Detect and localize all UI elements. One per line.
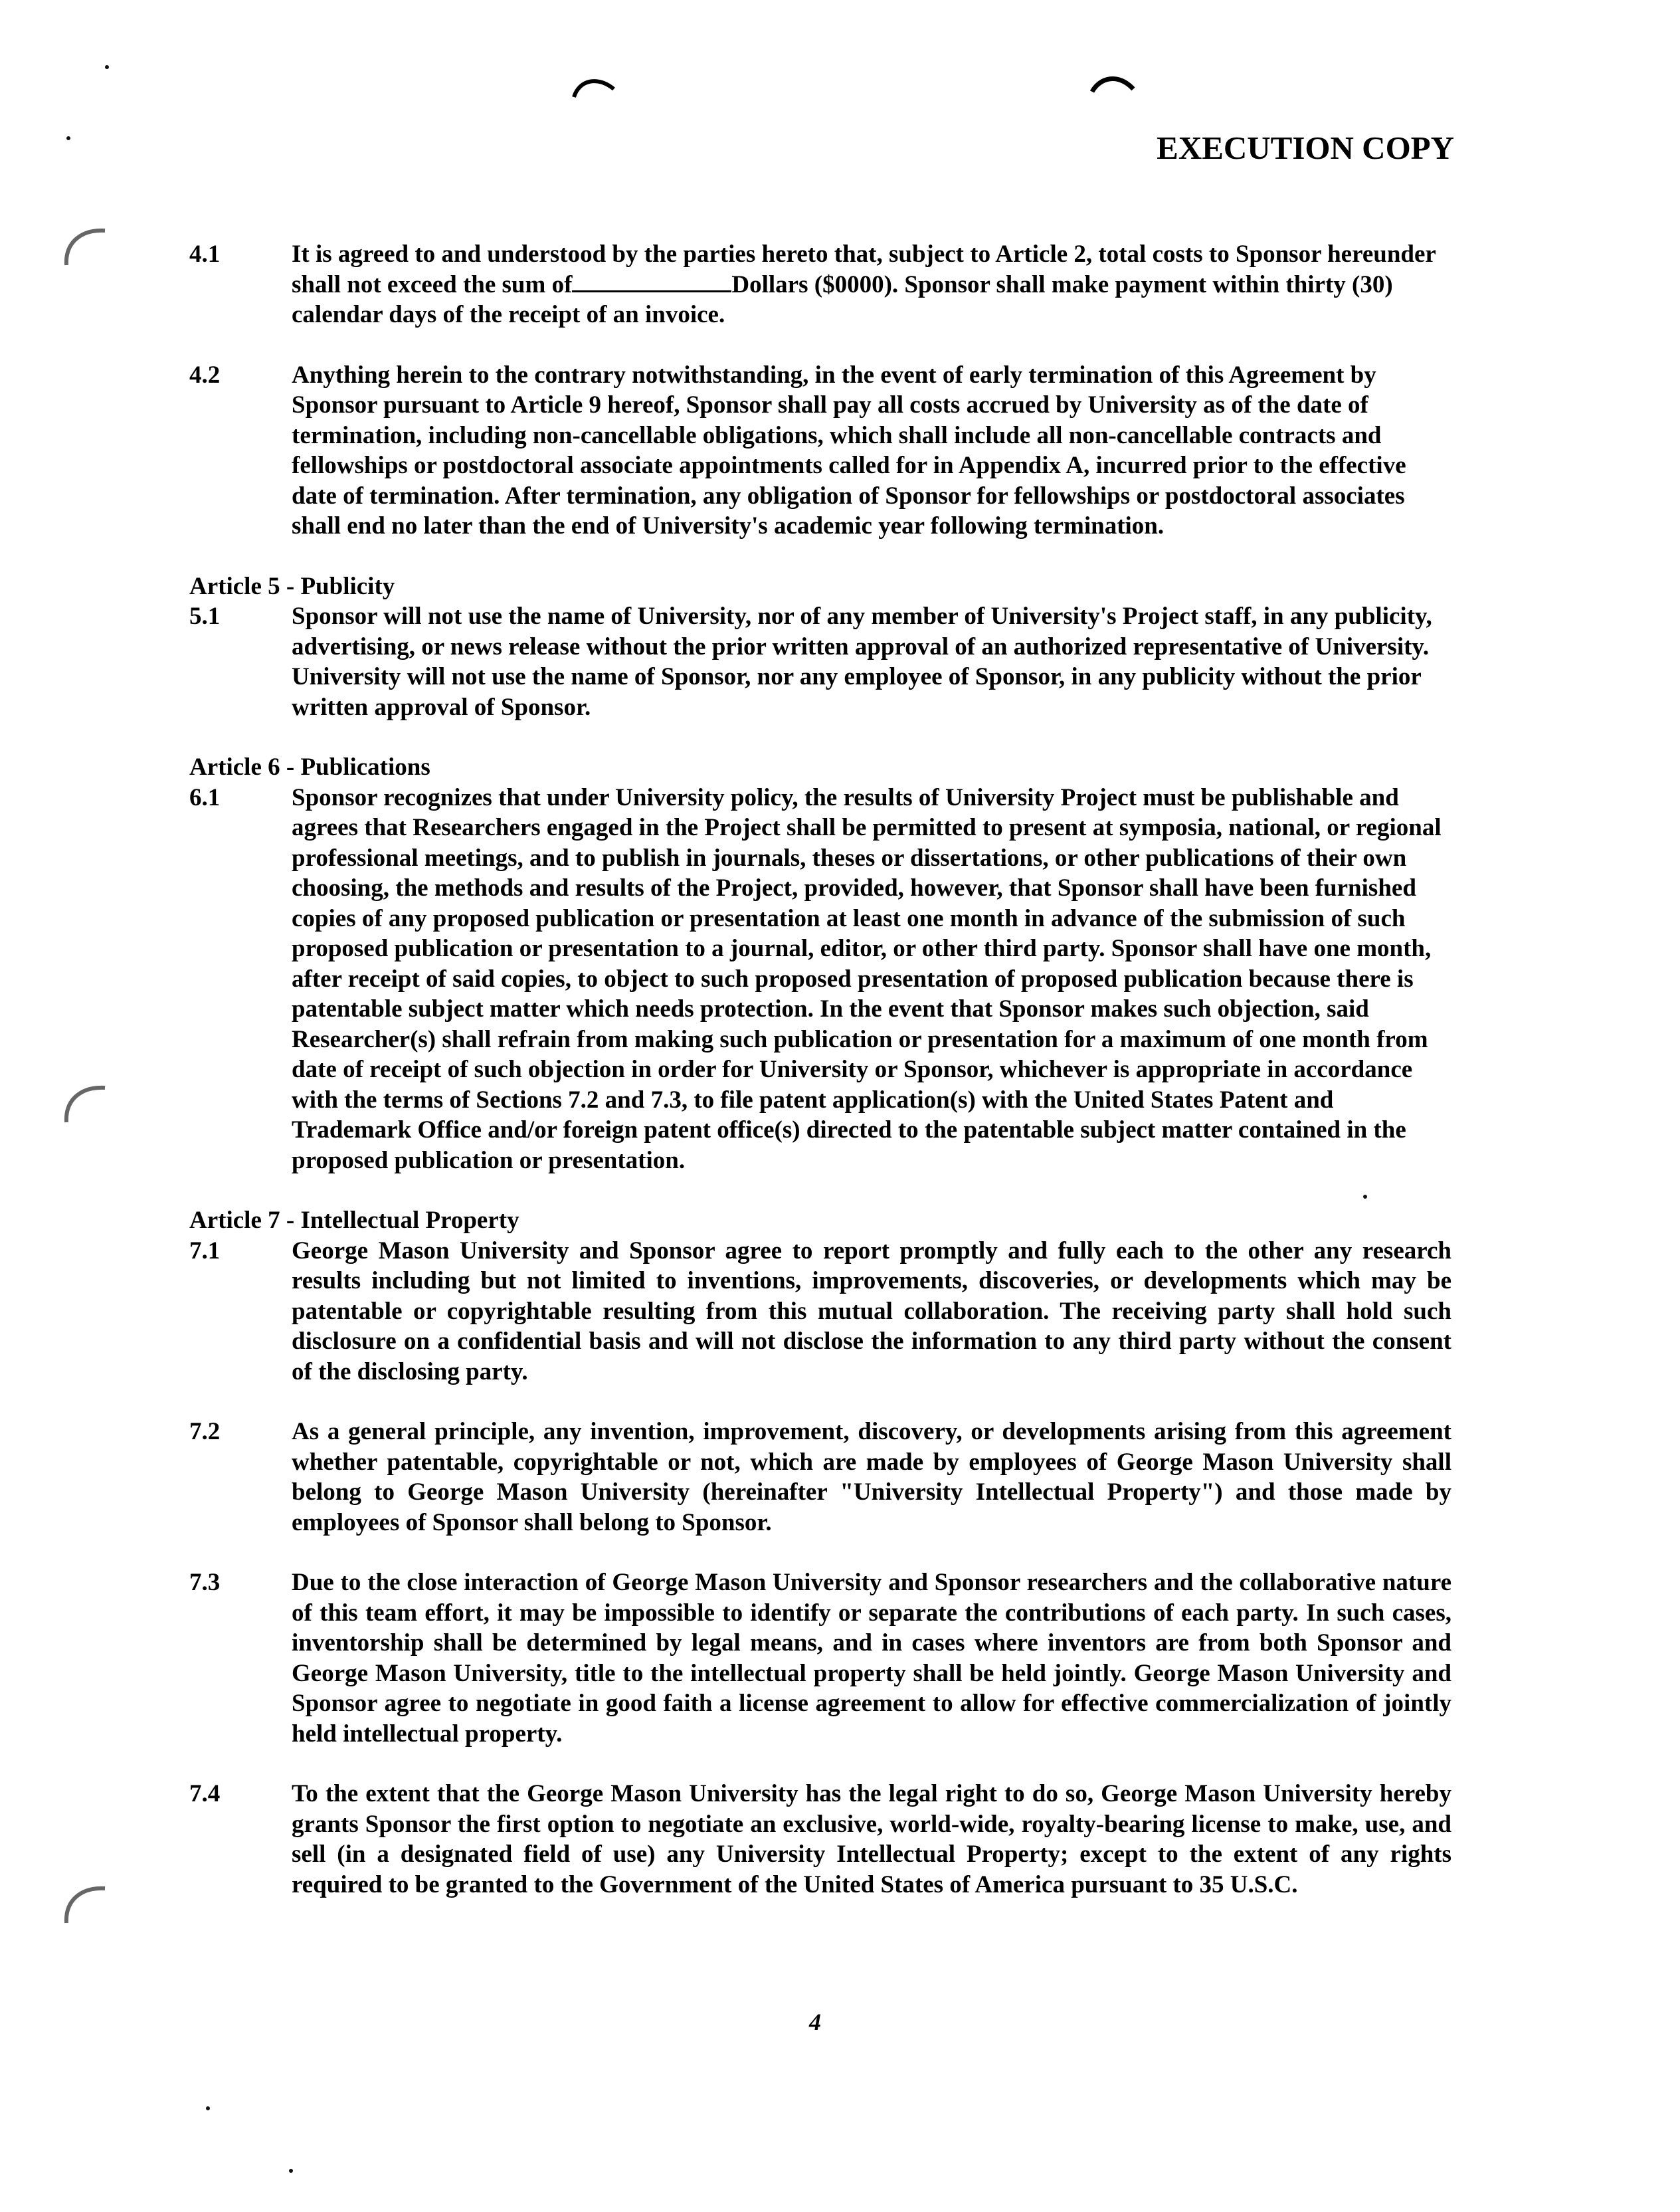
section-text: To the extent that the George Mason University has the legal right to do so, George Mason University hereby grants Sponsor the first option to negotiate an exclusive, world-wide, royalty-bearing license to make, use, and sell (in a designated field of use) any University Intellectual Property; except to the extent of any rights required to be granted to the Government of the United States of America pursuant to 35 U.S.C. xyxy=(292,1780,1451,1898)
section-number: 4.2 xyxy=(189,361,221,389)
document-body xyxy=(189,239,1451,1930)
section-number: 7.3 xyxy=(189,1569,221,1596)
section-4-2 xyxy=(189,360,1451,542)
article-5-heading: Article 5 - Publicity xyxy=(189,572,395,600)
section-text: Sponsor will not use the name of University, nor of any member of University's Project staff, in any publicity, advertising, or news release without the prior written approval of an authorized representative of University. University will not use the name of Sponsor, nor any employee of Sponsor, in any publicity without the prior written approval of Sponsor. xyxy=(292,603,1432,721)
section-text: Anything herein to the contrary notwithstanding, in the event of early termination of this Agreement by Sponsor pursuant to Article 9 hereof, Sponsor shall pay all costs accrued by University as of the date of termination, including non-cancellable obligations, which shall include all non-cancellable contracts and fellowships or postdoctoral associate appointments called for in Appendix A, incurred prior to the effective date of termination. After termination, any obligation of Sponsor for fellowships or postdoctoral associates shall end no later than the end of University's academic year following termination. xyxy=(292,361,1406,540)
punch-mark-left-3 xyxy=(61,1880,108,1927)
section-number: 5.1 xyxy=(189,603,221,630)
section-7-4 xyxy=(189,1779,1451,1900)
section-number: 4.1 xyxy=(189,241,221,268)
section-text: It is agreed to and understood by the parties hereto that, subject to Article 2, total costs to Sponsor hereunder shall not exceed the sum of Dollars ($0000). Sponsor shall make payment within thirty (30) calendar days of the receipt of an invoice. xyxy=(292,241,1436,328)
page-number: 4 xyxy=(809,2009,821,2035)
punch-mark-top-right xyxy=(1089,72,1136,101)
section-number: 6.1 xyxy=(189,783,221,811)
section-6-1 xyxy=(189,783,1451,1176)
section-7-2 xyxy=(189,1417,1451,1538)
punch-mark-top-left xyxy=(571,74,618,101)
punch-mark-left-1 xyxy=(61,223,108,269)
scan-speck xyxy=(66,136,70,140)
scan-speck xyxy=(206,2106,210,2110)
amount-blank-line xyxy=(572,270,731,292)
scan-speck xyxy=(105,65,109,69)
section-number: 7.1 xyxy=(189,1237,221,1264)
punch-mark-left-2 xyxy=(61,1080,108,1126)
scan-speck xyxy=(289,2169,293,2173)
section-number: 7.4 xyxy=(189,1780,221,1807)
section-7-1 xyxy=(189,1236,1451,1387)
article-6-heading: Article 6 - Publications xyxy=(189,754,430,781)
section-text: George Mason University and Sponsor agree to report promptly and fully each to the other any research results including but not limited to inventions, improvements, discoveries, or developments which may be patentable or copyrightable resulting from this mutual collaboration. The receiving party shall hold such disclosure on a confidential basis and will not disclose the information to any third party without the consent of the disclosing party. xyxy=(292,1237,1451,1385)
section-number: 7.2 xyxy=(189,1418,221,1445)
section-5-1 xyxy=(189,601,1451,722)
article-7-heading: Article 7 - Intellectual Property xyxy=(189,1207,519,1234)
section-7-3 xyxy=(189,1567,1451,1749)
section-text: Sponsor recognizes that under University policy, the results of University Project must be publishable and agrees that Researchers engaged in the Project shall be permitted to present at symposia, national, or regional professional meetings, and to publish in journals, theses or dissertations, or other publications of their own choosing, the methods and results of the Project, provided, however, that Sponsor shall have been furnished copies of any proposed publication or presentation at least one month in advance of the submission of such proposed publication or presentation to a journal, editor, or other third party. Sponsor shall have one month, after receipt of said copies, to object to such proposed presentation of proposed publication because there is patentable subject matter which needs protection. In the event that Sponsor makes such objection, said Researcher(s) shall refrain from making such publication or presentation for a maximum of one month from date of receipt of such objection in order for University or Sponsor, whichever is appropriate in accordance with the terms of Sections 7.2 and 7.3, to file patent application(s) with the United States Patent and Trademark Office and/or foreign patent office(s) directed to the patentable subject matter contained in the proposed publication or presentation. xyxy=(292,783,1442,1174)
section-text: As a general principle, any invention, improvement, discovery, or developments arising from this agreement whether patentable, copyrightable or not, which are made by employees of George Mason University shall belong to George Mason University (hereinafter "University Intellectual Property") and those made by employees of Sponsor shall belong to Sponsor. xyxy=(292,1418,1451,1536)
execution-copy-header: EXECUTION COPY xyxy=(1157,130,1454,166)
section-text: Due to the close interaction of George Mason University and Sponsor researchers and the collaborative nature of this team effort, it may be impossible to identify or separate the contributions of each party. In such cases, inventorship shall be determined by legal means, and in cases where inventors are from both Sponsor and George Mason University, title to the intellectual property shall be held jointly. George Mason University and Sponsor agree to negotiate in good faith a license agreement to allow for effective commercialization of jointly held intellectual property. xyxy=(292,1569,1451,1748)
section-4-1 xyxy=(189,239,1451,330)
